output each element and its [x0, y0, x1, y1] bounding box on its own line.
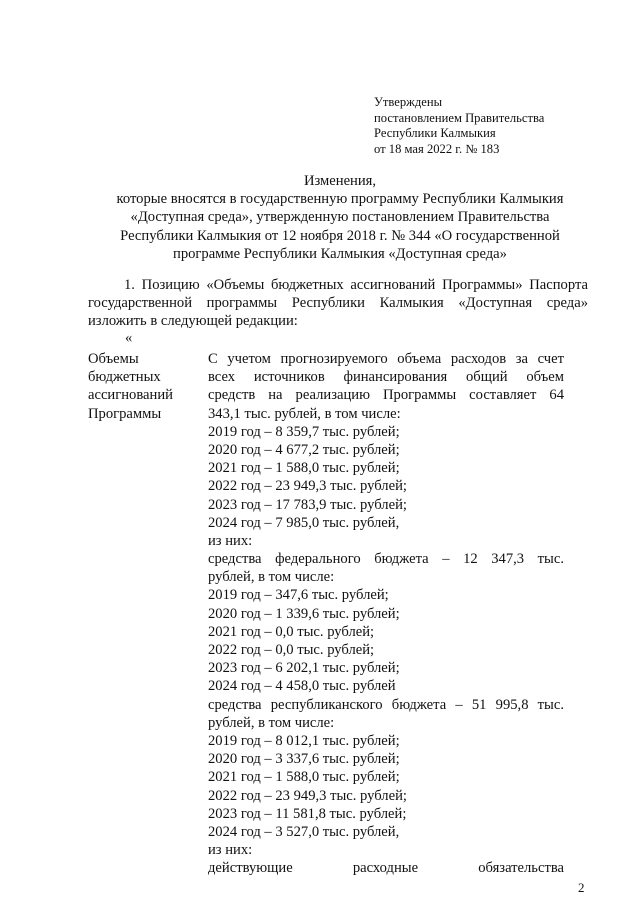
content-line: 2019 год – 347,6 тыс. рублей;: [208, 587, 389, 604]
document-title: [60, 172, 620, 263]
label-line: Объемы: [88, 351, 139, 367]
title-line: «Доступная среда», утвержденную постановлением Правительства: [130, 209, 550, 226]
title-line: которые вносятся в государственную программу Республики Калмыкия: [116, 191, 564, 208]
paragraph-line: государственной программы Республики Калмыкия «Доступная среда»: [88, 295, 588, 312]
content-line: средства республиканского бюджета – 51 995,8 тыс.: [208, 696, 564, 713]
content-line: рублей, в том числе:: [208, 714, 335, 731]
label-line: Программы: [88, 405, 162, 422]
content-line: 2021 год – 1 588,0 тыс. рублей;: [208, 769, 400, 786]
label-line: ассигнований: [88, 387, 173, 404]
content-line: С учетом прогнозируемого объема расходов за счет: [208, 351, 564, 367]
approval-stamp: [374, 95, 544, 157]
content-line: 2020 год – 3 337,6 тыс. рублей;: [208, 751, 400, 768]
approval-line: Утверждены: [374, 95, 443, 109]
content-line: действующие расходные обязательства: [208, 860, 564, 877]
content-line: рублей, в том числе:: [208, 569, 335, 586]
paragraph-line: 1. Позицию «Объемы бюджетных ассигнований Программы» Паспорта: [124, 277, 588, 293]
content-line: 2023 год – 11 581,8 тыс. рублей;: [208, 805, 407, 822]
content-line: 2022 год – 0,0 тыс. рублей;: [208, 642, 375, 658]
approval-line: от 18 мая 2022 г. № 183: [374, 141, 500, 156]
content-line: 343,1 тыс. рублей, в том числе:: [208, 405, 401, 422]
paragraph-line: изложить в следующей редакции:: [88, 313, 298, 330]
content-line: 2019 год – 8 359,7 тыс. рублей;: [208, 423, 400, 440]
content-line: 2024 год – 4 458,0 тыс. рублей: [208, 678, 396, 695]
content-line: средств на реализацию Программы составляет 64: [208, 387, 564, 404]
content-line: всех источников финансирования общий объем: [208, 369, 564, 386]
content-line: 2022 год – 23 949,3 тыс. рублей;: [208, 787, 407, 804]
paragraph-1: [88, 276, 588, 331]
title-line: программе Республики Калмыкия «Доступная среда»: [173, 245, 507, 262]
open-quote-mark: «: [125, 330, 133, 346]
content-line: 2021 год – 0,0 тыс. рублей;: [208, 623, 375, 640]
title-line: Изменения,: [303, 173, 377, 189]
approval-line: постановлением Правительства: [374, 110, 545, 125]
content-line: 2024 год – 7 985,0 тыс. рублей,: [208, 514, 400, 531]
approval-line: Республики Калмыкия: [374, 126, 496, 140]
content-line: 2023 год – 6 202,1 тыс. рублей;: [208, 660, 400, 677]
content-line: 2023 год – 17 783,9 тыс. рублей;: [208, 496, 407, 513]
page-number: 2: [578, 880, 585, 895]
content-line: 2022 год – 23 949,3 тыс. рублей;: [208, 478, 407, 495]
table-right-content: [208, 350, 564, 877]
title-line: Республики Калмыкия от 12 ноября 2018 г. № 344 «О государственной: [120, 227, 560, 244]
content-line: из них:: [208, 842, 253, 859]
content-line: 2024 год – 3 527,0 тыс. рублей,: [208, 823, 400, 840]
content-line: из них:: [208, 532, 253, 549]
content-line: 2019 год – 8 012,1 тыс. рублей;: [208, 732, 400, 749]
content-line: 2020 год – 4 677,2 тыс. рублей;: [208, 441, 400, 458]
content-line: 2021 год – 1 588,0 тыс. рублей;: [208, 460, 400, 477]
content-line: 2020 год – 1 339,6 тыс. рублей;: [208, 605, 400, 622]
content-line: средства федерального бюджета – 12 347,3 тыс.: [208, 551, 564, 568]
label-line: бюджетных: [88, 369, 161, 386]
table-left-label: [88, 350, 173, 423]
